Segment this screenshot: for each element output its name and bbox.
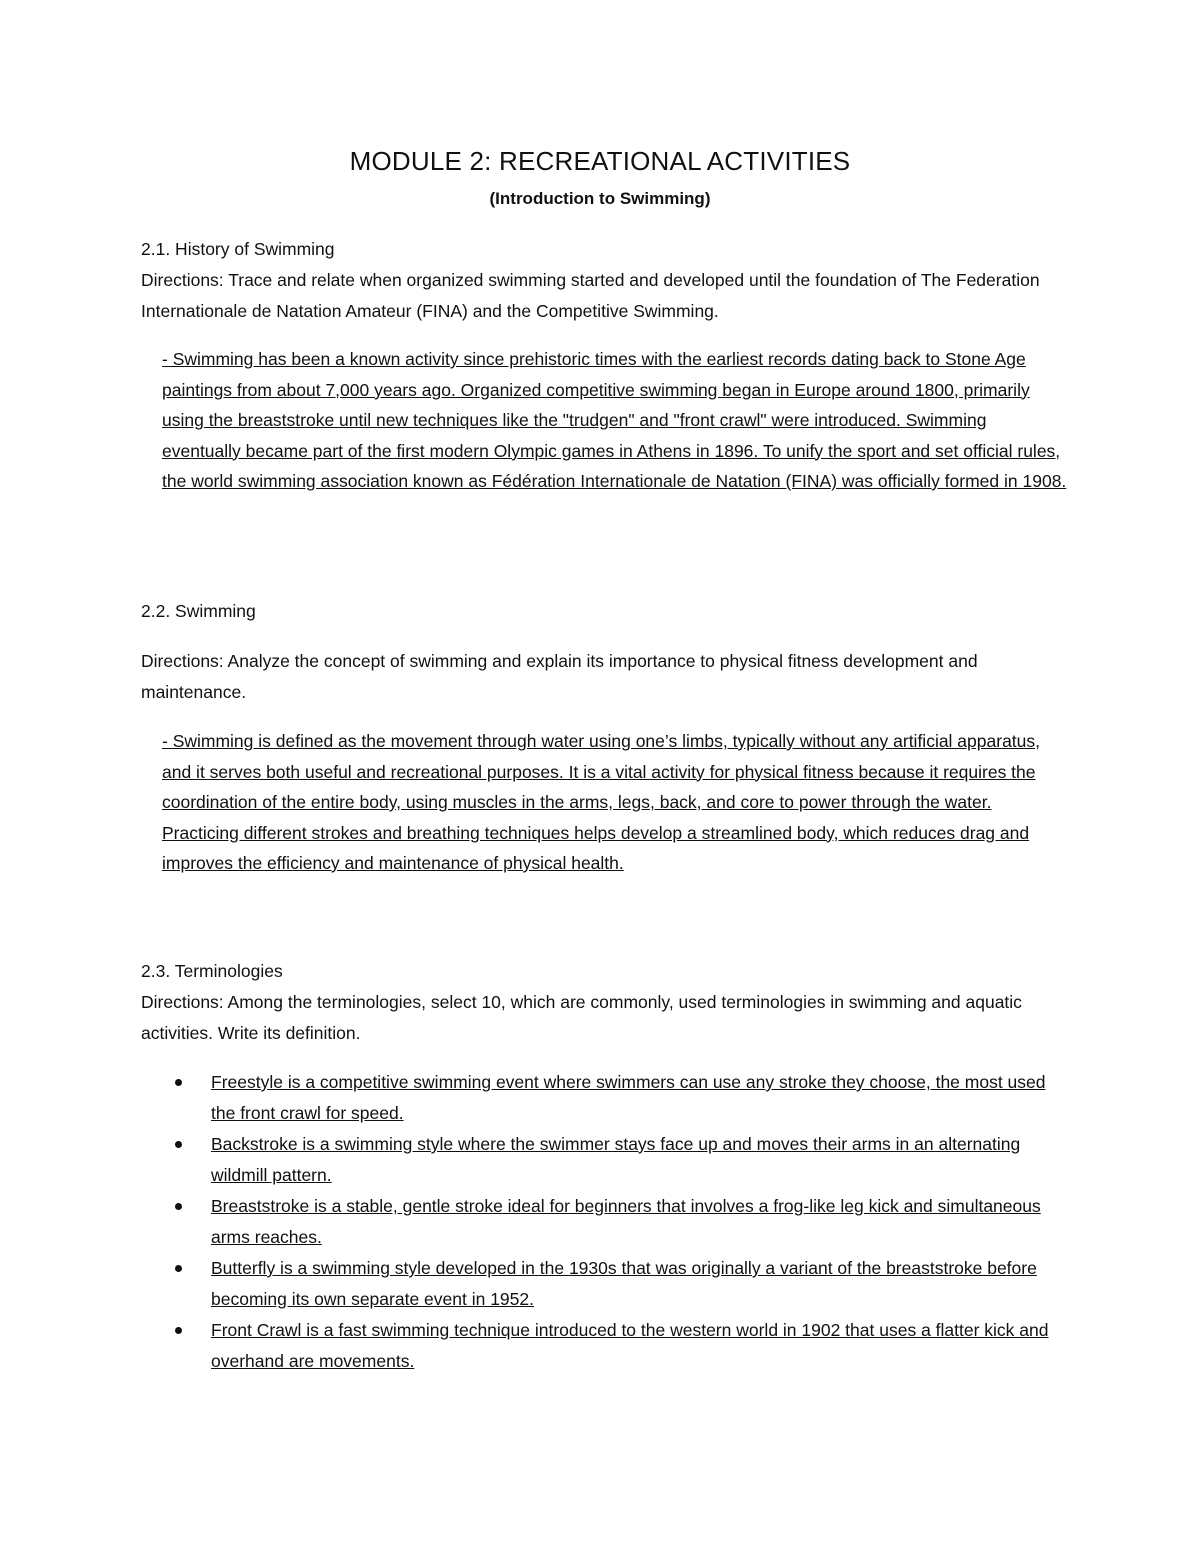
bullet-icon	[175, 1079, 182, 1086]
terminology-text: Breaststroke is a stable, gentle stroke ideal for beginners that involves a frog-like leg kick and simultaneous arms reaches.	[211, 1196, 1041, 1247]
module-title: MODULE 2: RECREATIONAL ACTIVITIES	[349, 146, 851, 176]
terminology-text: Backstroke is a swimming style where the swimmer stays face up and moves their arms in an alternating wildmill pattern.	[211, 1134, 1021, 1185]
section-answer-history: - Swimming has been a known activity since prehistoric times with the earliest records dating back to Stone Age paintings from about 7,000 years ago. Organized competitive swimming began in Europe around 1800, primarily using the breaststroke until new techniques like the "trudgen" and "front crawl" were introduced. Swimming eventually became part of the first modern Olympic games in Athens in 1896. To unify the sport and set official rules, the world swimming association known as Fédération Internationale de Natation (FINA) was officially formed in 1908.	[162, 349, 1067, 491]
bullet-icon	[175, 1141, 182, 1148]
terminology-item	[0, 1315, 1071, 1376]
terminology-item	[0, 1253, 1071, 1314]
module-subtitle: (Introduction to Swimming)	[489, 189, 711, 208]
terminology-text: Freestyle is a competitive swimming event where swimmers can use any stroke they choose, the most used the front crawl for speed.	[211, 1072, 1046, 1123]
section-directions-swimming: Directions: Analyze the concept of swimming and explain its importance to physical fitness development and maintenance.	[141, 651, 978, 702]
terminology-item	[0, 1129, 1071, 1190]
terminology-text: Butterfly is a swimming style developed in the 1930s that was originally a variant of the breaststroke before becoming its own separate event in 1952.	[211, 1258, 1037, 1309]
section-answer-swimming: - Swimming is defined as the movement through water using one’s limbs, typically without any artificial apparatus, and it serves both useful and recreational purposes. It is a vital activity for physical fitness because it requires the coordination of the entire body, using muscles in the arms, legs, back, and core to power through the water. Practicing different strokes and breathing techniques helps develop a streamlined body, which reduces drag and improves the efficiency and maintenance of physical health.	[162, 731, 1041, 873]
terminology-item	[0, 1191, 1071, 1252]
bullet-icon	[175, 1203, 182, 1210]
terminology-list	[0, 1067, 1200, 1377]
terminology-item	[0, 1067, 1071, 1128]
bullet-icon	[175, 1265, 182, 1272]
bullet-icon	[175, 1327, 182, 1334]
section-heading-swimming: 2.2. Swimming	[141, 601, 256, 621]
section-directions-history: Directions: Trace and relate when organized swimming started and developed until the foundation of The Federation Internationale de Natation Amateur (FINA) and the Competitive Swimming.	[141, 270, 1040, 321]
section-directions-terminologies: Directions: Among the terminologies, select 10, which are commonly, used terminologies in swimming and aquatic activities. Write its definition.	[141, 992, 1022, 1043]
section-heading-terminologies: 2.3. Terminologies	[141, 961, 283, 981]
section-heading-history: 2.1. History of Swimming	[141, 239, 335, 259]
terminology-text: Front Crawl is a fast swimming technique introduced to the western world in 1902 that uses a flatter kick and overhand are movements.	[211, 1320, 1049, 1371]
